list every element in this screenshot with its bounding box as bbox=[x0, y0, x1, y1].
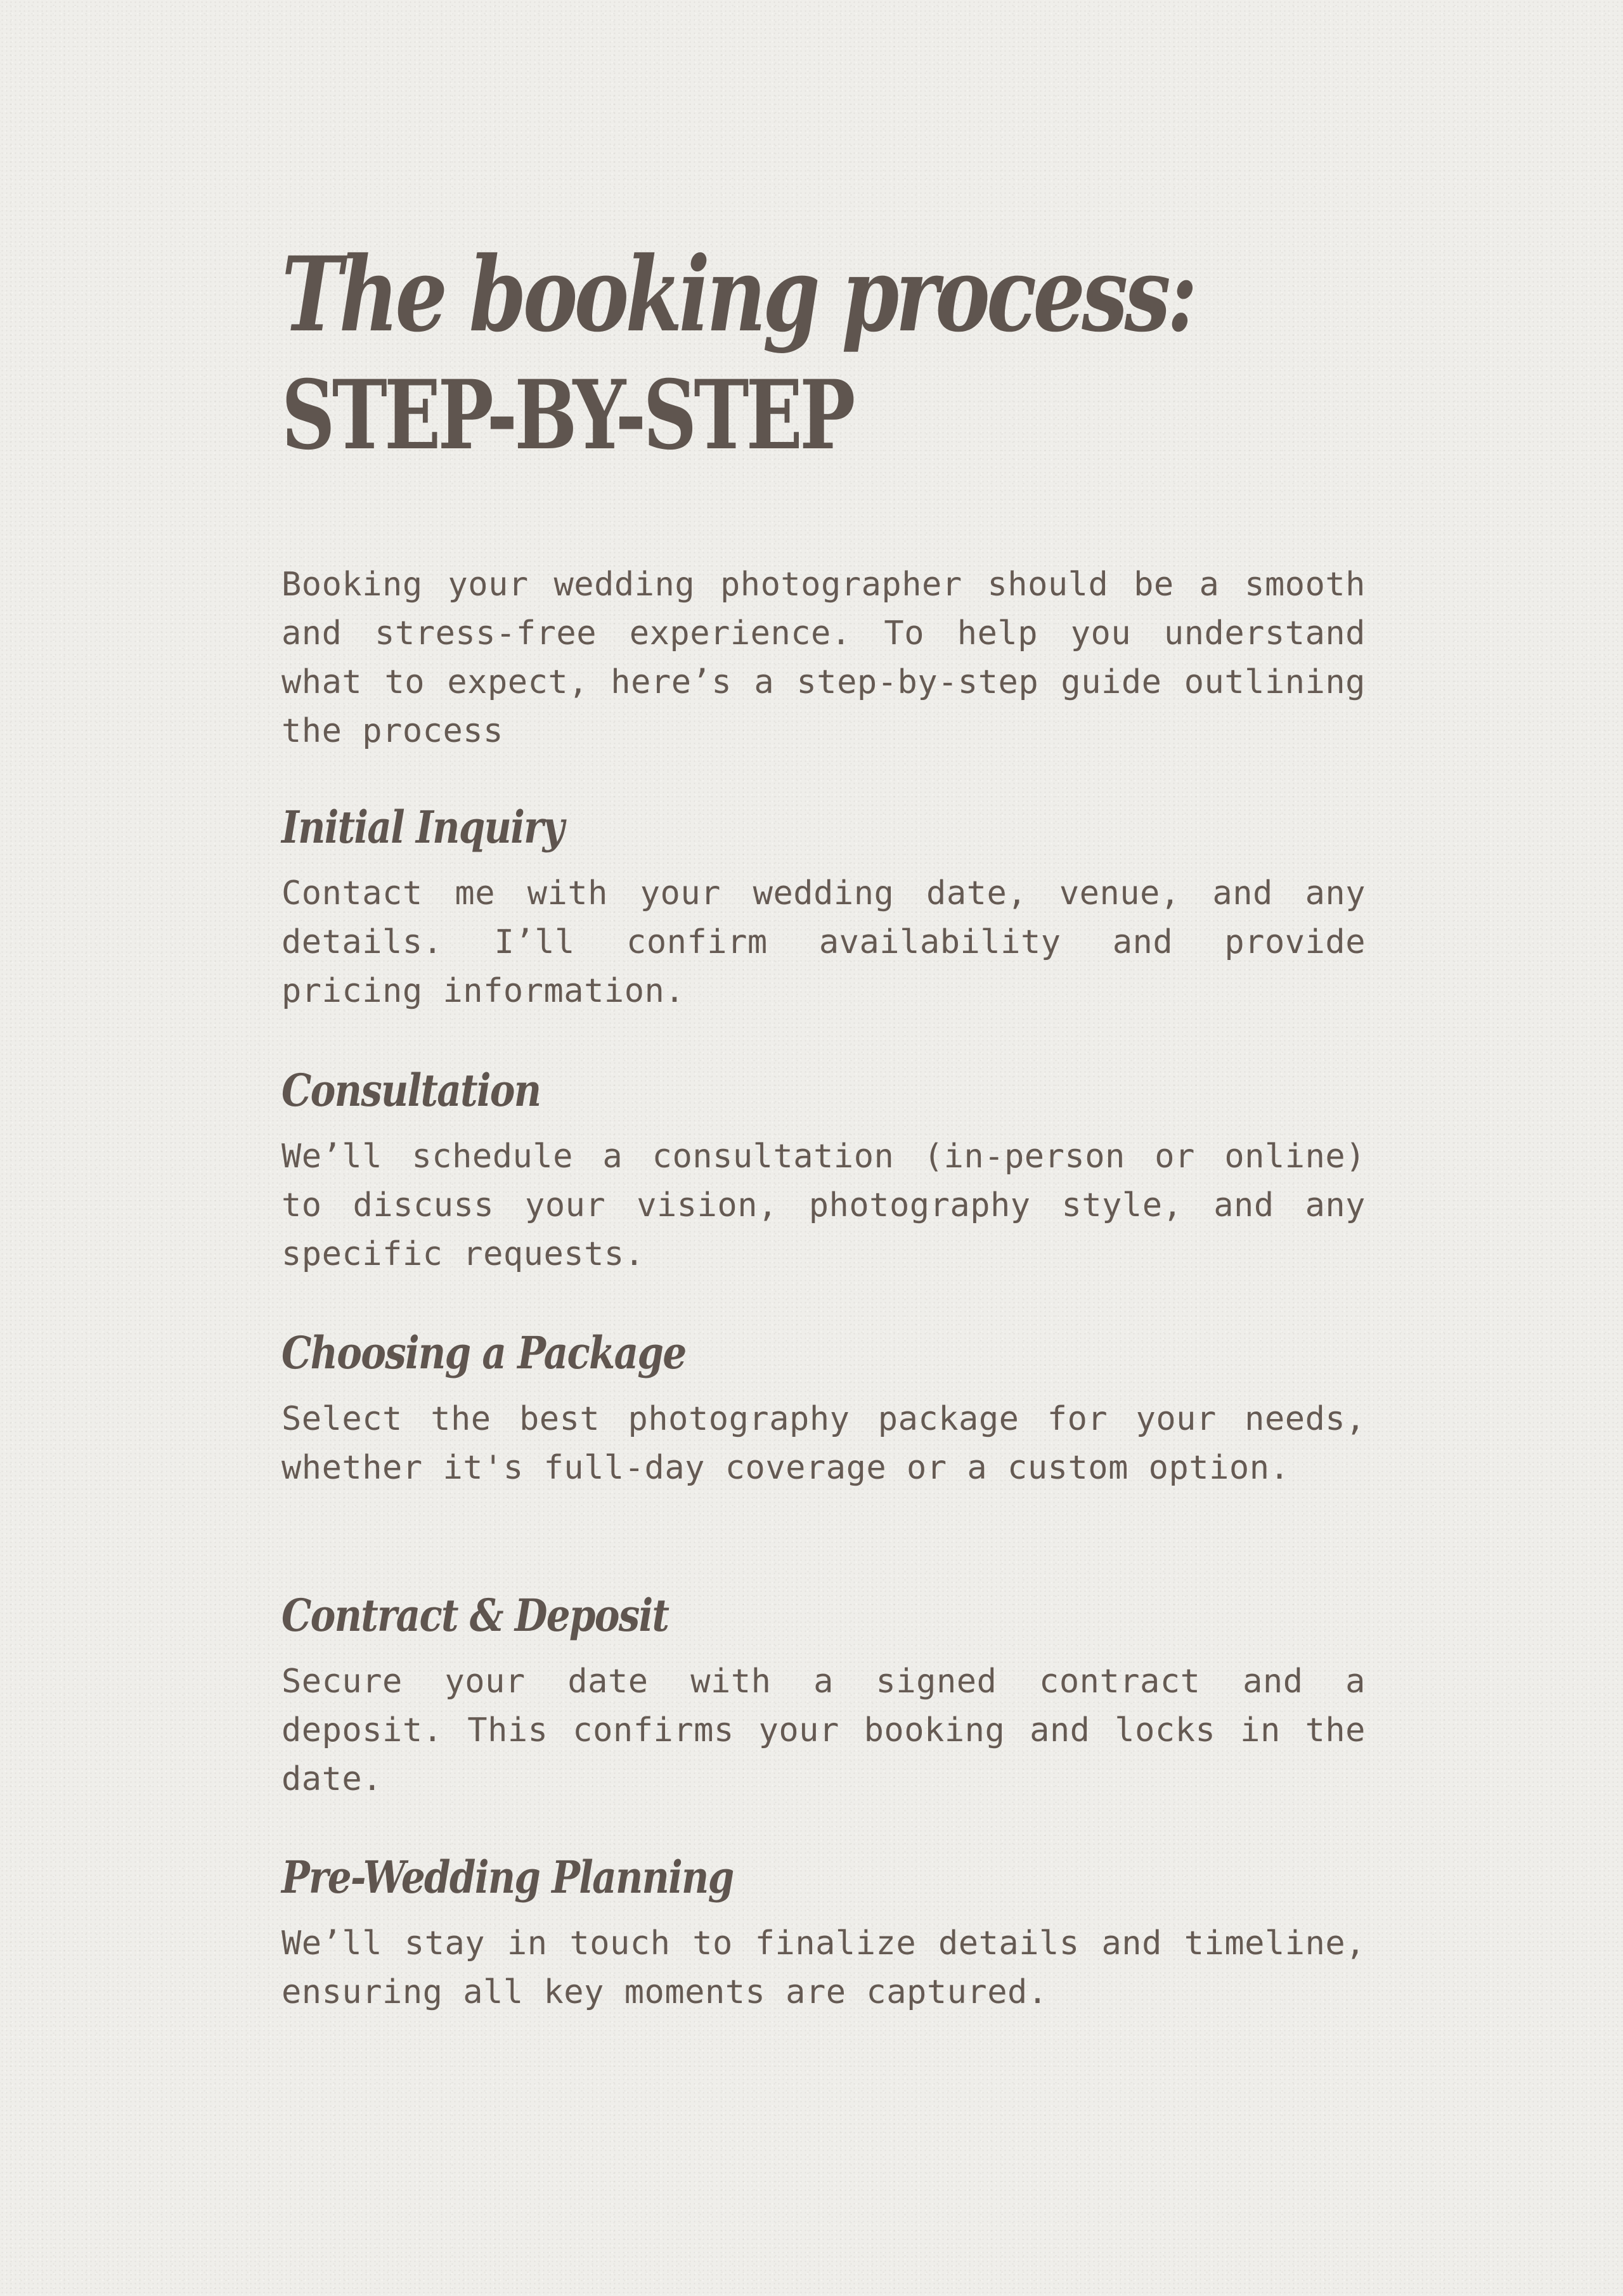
step-heading: Pre-Wedding Planning bbox=[281, 1851, 734, 1904]
step-contract-deposit bbox=[281, 1584, 1366, 1804]
step-pre-wedding-planning bbox=[281, 1846, 1366, 2017]
step-text: Secure your date with a signed contract and a deposit. This confirms your booking and locks in the date. bbox=[281, 1663, 1366, 1798]
step-heading: Choosing a Package bbox=[281, 1326, 686, 1379]
document-page bbox=[281, 235, 1366, 756]
step-heading: Consultation bbox=[281, 1064, 541, 1117]
step-heading: Initial Inquiry bbox=[281, 801, 564, 853]
step-text: Select the best photography package for your needs, whether it's full-day coverage or a custom option. bbox=[281, 1400, 1366, 1487]
intro-section bbox=[281, 561, 1366, 756]
step-initial-inquiry bbox=[281, 796, 1366, 1016]
page-title: The booking process: bbox=[281, 235, 1194, 355]
step-text: We’ll stay in touch to finalize details and timeline, ensuring all key moments are captured. bbox=[281, 1924, 1366, 2011]
step-text: We’ll schedule a consultation (in-person or online) to discuss your vision, photography style, and any specific requests. bbox=[281, 1138, 1366, 1273]
step-choosing-package bbox=[281, 1321, 1366, 1493]
intro-paragraph: Booking your wedding photographer should be a smooth and stress-free experience. To help you understand what to expect, here’s a step-by-step guide outlining the process bbox=[281, 566, 1366, 750]
page-subtitle: STEP-BY-STEP bbox=[281, 360, 853, 471]
step-heading: Contract & Deposit bbox=[281, 1589, 669, 1642]
step-consultation bbox=[281, 1059, 1366, 1279]
step-text: Contact me with your wedding date, venue, and any details. I’ll confirm availability and provide pricing information. bbox=[281, 874, 1366, 1010]
